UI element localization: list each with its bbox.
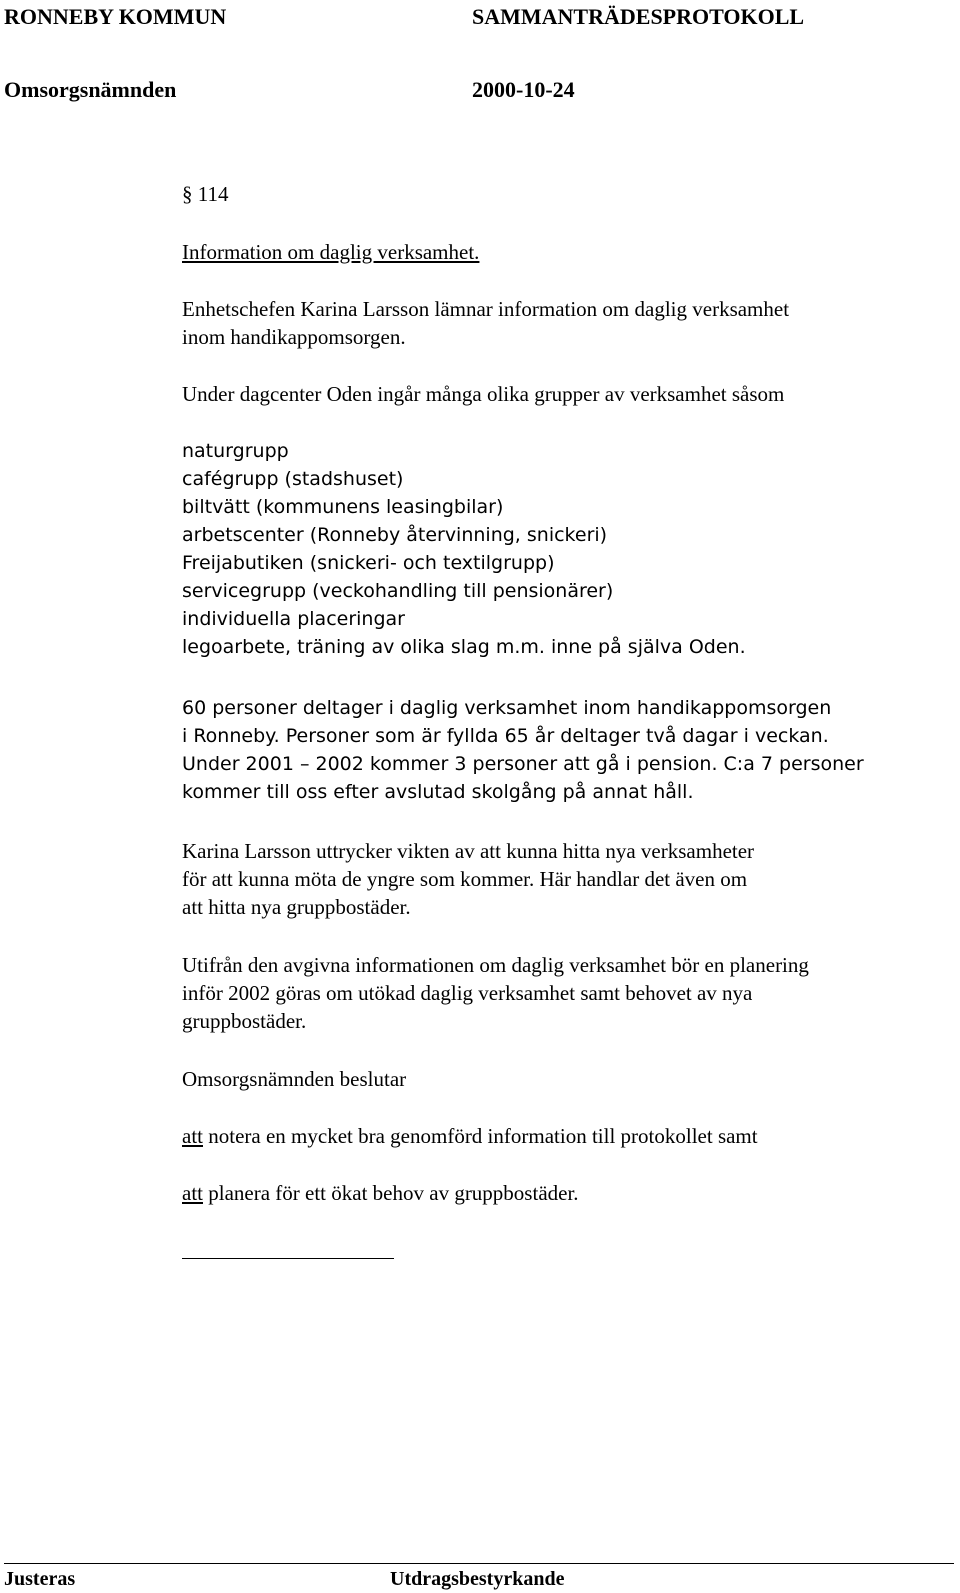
- paragraph-line: Under 2001 – 2002 kommer 3 personer att gå i pension. C:a 7 personer: [182, 753, 864, 775]
- committee-name: Omsorgsnämnden: [4, 77, 177, 102]
- paragraph-line: i Ronneby. Personer som är fyllda 65 år deltager två dagar i veckan.: [182, 725, 829, 747]
- groups-list: [182, 437, 746, 661]
- list-item: Freijabutiken (snickeri- och textilgrupp): [182, 552, 555, 574]
- paragraph-line: att hitta nya gruppbostäder.: [182, 895, 411, 919]
- paragraph-line: Utifrån den avgivna informationen om daglig verksamhet bör en planering: [182, 953, 809, 977]
- paragraph-line: kommer till oss efter avslutad skolgång på annat håll.: [182, 781, 694, 803]
- signature-line: [182, 1258, 394, 1259]
- section-number: § 114: [182, 182, 229, 206]
- list-item: legoarbete, träning av olika slag m.m. inne på själva Oden.: [182, 636, 746, 658]
- meeting-date: 2000-10-24: [472, 77, 575, 102]
- section-title: Information om daglig verksamhet.: [182, 240, 480, 264]
- groups-intro: Under dagcenter Oden ingår många olika grupper av verksamhet såsom: [182, 382, 785, 406]
- footer-utdragsbestyrkande: Utdragsbestyrkande: [390, 1568, 565, 1590]
- intro-line: Enhetschefen Karina Larsson lämnar information om daglig verksamhet: [182, 297, 790, 321]
- list-item: naturgrupp: [182, 440, 289, 462]
- decision-keyword: att: [182, 1124, 203, 1148]
- decision-text: planera för ett ökat behov av gruppbostäder.: [203, 1181, 579, 1205]
- karina-paragraph: [182, 837, 754, 921]
- list-item: cafégrupp (stadshuset): [182, 468, 404, 490]
- list-item: servicegrupp (veckohandling till pensionärer): [182, 580, 614, 602]
- organization-name: RONNEBY KOMMUN: [4, 4, 227, 29]
- decision-keyword: att: [182, 1181, 203, 1205]
- list-item: arbetscenter (Ronneby återvinning, snickeri): [182, 524, 608, 546]
- paragraph-line: för att kunna möta de yngre som kommer. Här handlar det även om: [182, 867, 748, 891]
- footer-rule: [4, 1563, 954, 1564]
- paragraph-line: Karina Larsson uttrycker vikten av att kunna hitta nya verksamheter: [182, 839, 755, 863]
- planning-paragraph: [182, 951, 809, 1035]
- stats-paragraph: [182, 694, 864, 806]
- intro-line: inom handikappomsorgen.: [182, 325, 406, 349]
- list-item: biltvätt (kommunens leasingbilar): [182, 496, 504, 518]
- decision-heading: Omsorgsnämnden beslutar: [182, 1067, 407, 1091]
- decision-text: notera en mycket bra genomförd information till protokollet samt: [203, 1124, 758, 1148]
- decision-item: [182, 1122, 758, 1150]
- paragraph-line: inför 2002 göras om utökad daglig verksamhet samt behovet av nya: [182, 981, 753, 1005]
- decision-item: [182, 1179, 579, 1207]
- intro-paragraph: [182, 295, 789, 351]
- list-item: individuella placeringar: [182, 608, 405, 630]
- paragraph-line: gruppbostäder.: [182, 1009, 307, 1033]
- document-type: SAMMANTRÄDESPROTOKOLL: [472, 4, 805, 29]
- paragraph-line: 60 personer deltager i daglig verksamhet inom handikappomsorgen: [182, 697, 832, 719]
- footer-justeras: Justeras: [4, 1568, 76, 1590]
